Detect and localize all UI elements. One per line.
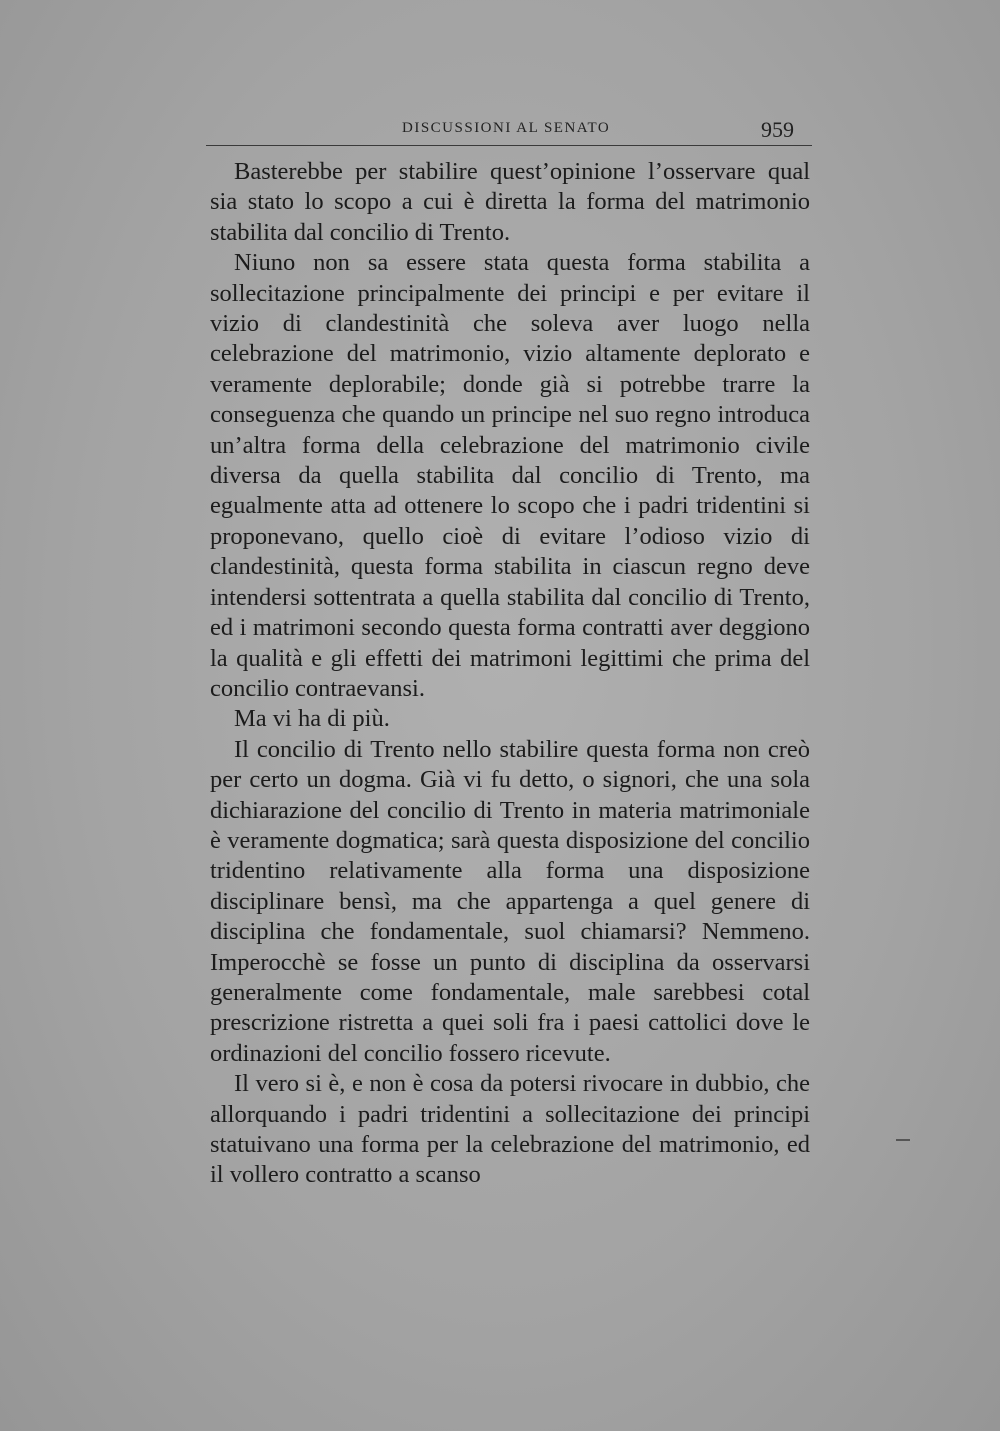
- page-header: [206, 115, 812, 146]
- page-number: 959: [761, 117, 794, 142]
- paragraph: Il concilio di Trento nello stabilire questa forma non creò per certo un dogma. Già vi fu detto, o signori, che una sola dichiarazione del concilio di Trento in materia matrimoniale è veramente dogmatica; sarà questa disposizione del concilio tridentino relativamente alla forma una disposizione disciplinare bensì, ma che appartenga a quel genere di disciplina che fondamentale, suol chiamarsi? Nemmeno. Imperocchè se fosse un punto di disciplina da osservarsi generalmente come fondamentale, male sarebbesi cotal prescrizione ristretta a quei soli fra i paesi cattolici dove le ordinazioni del concilio fossero ricevute.: [210, 735, 810, 1067]
- paragraph: Basterebbe per stabilire quest’opinione l’osservare qual sia stato lo scopo a cui è diretta la forma del matrimonio stabilita dal concilio di Trento.: [210, 158, 810, 246]
- paragraph: Niuno non sa essere stata questa forma stabilita a sollecitazione principalmente dei principi e per evitare il vizio di clandestinità che soleva aver luogo nella celebrazione del matrimonio, vizio altamente deplorato e veramente deplorabile; donde già si potrebbe trarre la conseguenza che quando un principe nel suo regno introduca un’altra forma della celebrazione del matrimonio civile diversa da quella stabilita dal concilio di Trento, ma egualmente atta ad ottenere lo scopo che i padri tridentini si proponevano, quello cioè di evitare l’odioso vizio di clandestinità, questa forma stabilita in ciascun regno deve intendersi sottentrata a quella stabilita dal concilio di Trento, ed i matrimoni secondo questa forma contratti aver deggiono la qualità e gli effetti dei matrimoni legittimi che prima del concilio contraevansi.: [210, 249, 810, 702]
- margin-mark: [896, 1139, 910, 1141]
- paragraph: Ma vi ha di più.: [234, 705, 390, 733]
- paragraph: Il vero si è, e non è cosa da potersi rivocare in dubbio, che allorquando i padri tridentini a sollecitazione dei principi statuivano una forma per la celebrazione del matrimonio, ed il vollero contratto a scanso: [210, 1070, 810, 1189]
- running-head: DISCUSSIONI AL SENATO: [402, 120, 611, 136]
- body-text: [210, 157, 810, 1191]
